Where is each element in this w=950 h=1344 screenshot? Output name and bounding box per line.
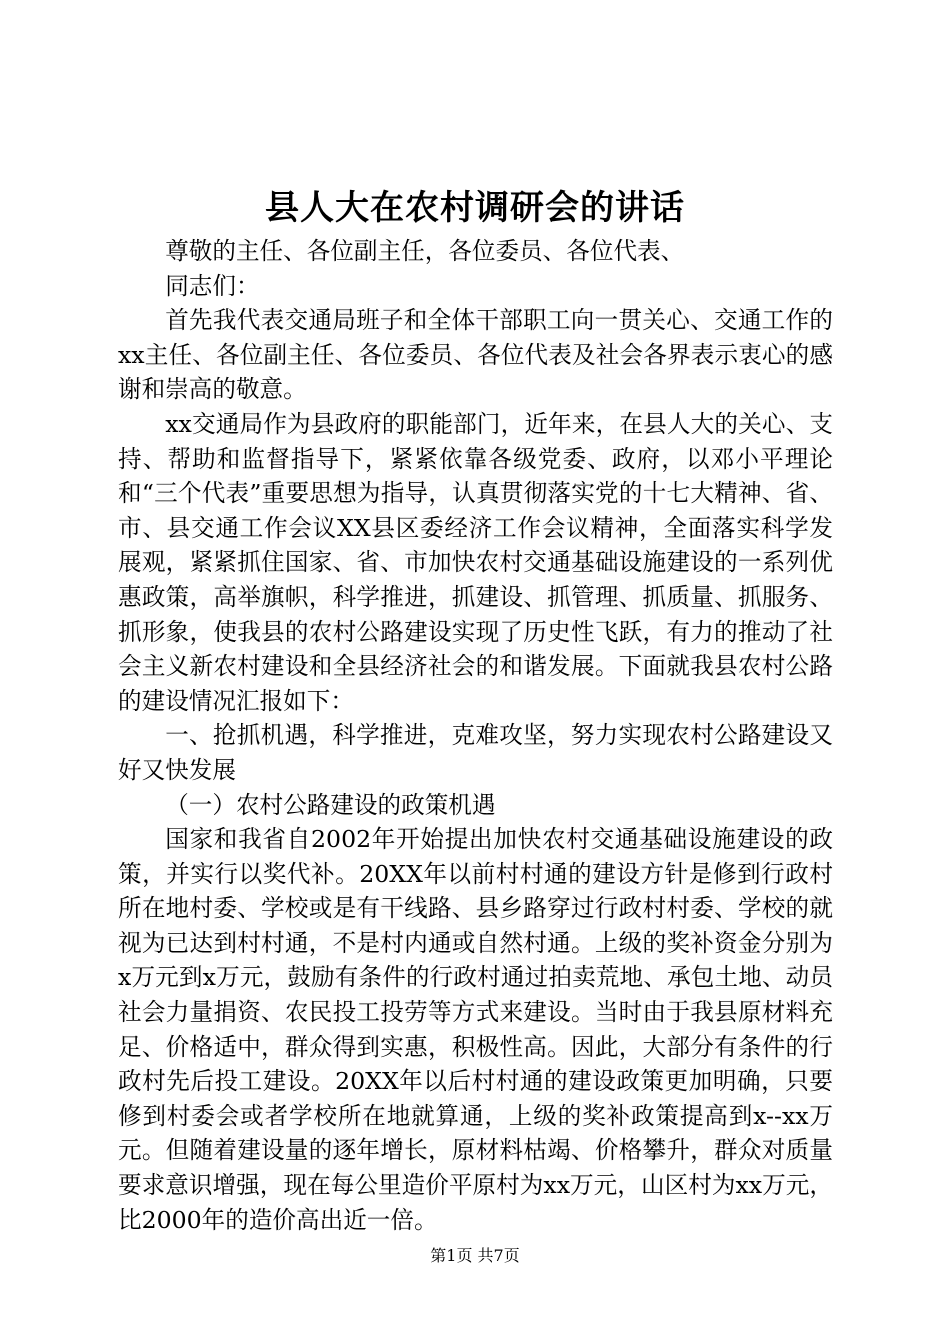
paragraph-thanks: 首先我代表交通局班子和全体干部职工向一贯关心、交通工作的xx主任、各位副主任、各位委员、各位代表及社会各界表示衷心的感谢和崇高的敬意。 bbox=[118, 306, 833, 404]
paragraph-policy: 国家和我省自2002年开始提出加快农村交通基础设施建设的政策，并实行以奖代补。20XX年以前村村通的建设方针是修到行政村所在地村委、学校或是有干线路、县乡路穿过行政村村委、学校的就视为已达到村村通，不是村内通或自然村通。上级的奖补资金分别为x万元到x万元，鼓励有条件的行政村通过拍卖荒地、承包土地、动员社会力量捐资、农民投工投劳等方式来建设。当时由于我县原材料充足、价格适中，群众得到实惠，积极性高。因此，大部分有条件的行政村先后投工建设。20XX年以后村村通的建设政策更加明确，只要修到村委会或者学校所在地就算通，上级的奖补政策提高到x--xx万元。但随着建设量的逐年增长，原材料枯竭、价格攀升，群众对质量要求意识增强，现在每公里造价平原村为xx万元，山区村为xx万元，比2000年的造价高出近一倍。 bbox=[118, 825, 833, 1234]
document-title: 县人大在农村调研会的讲话 bbox=[265, 188, 685, 228]
subsection-heading-1: （一）农村公路建设的政策机遇 bbox=[165, 790, 496, 819]
document-body bbox=[118, 234, 833, 1237]
page-number-footer: 第1页 共7页 bbox=[430, 1246, 520, 1265]
section-heading-1: 一、抢抓机遇，科学推进，克难攻坚，努力实现农村公路建设又好又快发展 bbox=[118, 721, 833, 784]
salutation-line-1: 尊敬的主任、各位副主任，各位委员、各位代表、 bbox=[165, 237, 685, 265]
salutation-line-2: 同志们： bbox=[165, 271, 260, 300]
paragraph-intro: xx交通局作为县政府的职能部门，近年来，在县人大的关心、支持、帮助和监督指导下，紧紧依靠各级党委、政府，以邓小平理论和“三个代表”重要思想为指导，认真贯彻落实党的十七大精神、省、市、县交通工作会议XX县区委经济工作会议精神，全面落实科学发展观，紧紧抓住国家、省、市加快农村交通基础设施建设的一系列优惠政策，高举旗帜，科学推进，抓建设、抓管理、抓质量、抓服务、抓形象，使我县的农村公路建设实现了历史性飞跃，有力的推动了社会主义新农村建设和全县经济社会的和谐发展。下面就我县农村公路的建设情况汇报如下： bbox=[118, 409, 833, 715]
